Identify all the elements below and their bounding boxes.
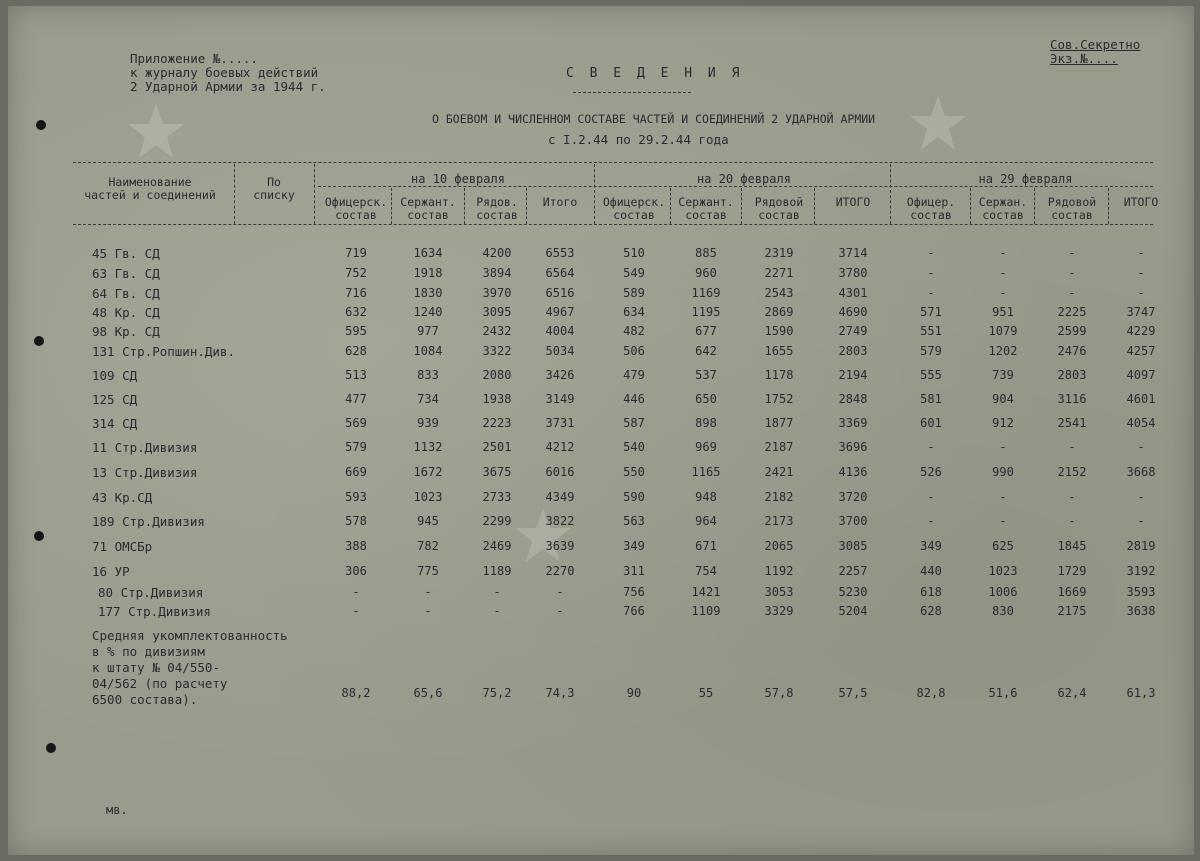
table-cell: 3720 [838, 490, 868, 504]
subcolumn-header: Рядовой состав [754, 195, 804, 222]
table-cell: - [999, 266, 1007, 280]
table-cell: 990 [992, 465, 1014, 479]
table-cell: 3714 [838, 246, 868, 260]
table-cell: 1079 [988, 324, 1018, 338]
table-cell: 4301 [838, 286, 868, 300]
table-cell: 766 [623, 604, 645, 618]
table-cell: 2541 [1057, 416, 1087, 430]
table-cell: 1938 [482, 392, 512, 406]
table-cell: 912 [992, 416, 1014, 430]
table-cell: 1918 [413, 266, 443, 280]
table-cell: 349 [623, 539, 645, 553]
table-cell: - [999, 286, 1007, 300]
table-cell: 579 [920, 344, 942, 358]
table-cell: 1845 [1057, 539, 1087, 553]
table-cell: 5230 [838, 585, 868, 599]
table-cell: 1669 [1057, 585, 1087, 599]
table-cell: 506 [623, 344, 645, 358]
watermark-star-icon [908, 94, 968, 154]
appendix-note: Приложение №..... к журналу боевых действий 2 Ударной Армии за 1944 г. [130, 51, 326, 94]
table-cell: 618 [920, 585, 942, 599]
col-divider [970, 188, 971, 224]
table-cell: 2271 [764, 266, 794, 280]
table-cell: 948 [695, 490, 717, 504]
col-divider [234, 164, 235, 224]
table-cell: 4004 [545, 324, 575, 338]
summary-cell: 82,8 [916, 686, 946, 700]
table-cell: 3668 [1126, 465, 1156, 479]
typist-initials: мв. [106, 803, 128, 817]
table-cell: - [927, 286, 935, 300]
subcolumn-header: Офицер. состав [906, 195, 956, 222]
table-cell: 4200 [482, 246, 512, 260]
subcolumn-header: Итого [542, 195, 578, 209]
table-cell: - [927, 440, 935, 454]
table-cell: 3369 [838, 416, 868, 430]
table-cell: 1084 [413, 344, 443, 358]
table-cell: 2182 [764, 490, 794, 504]
table-cell: 1109 [691, 604, 721, 618]
table-cell: 2733 [482, 490, 512, 504]
col-divider [814, 188, 815, 224]
table-cell: 4212 [545, 440, 575, 454]
table-cell: 2749 [838, 324, 868, 338]
table-cell: - [927, 514, 935, 528]
table-cell: 6516 [545, 286, 575, 300]
table-cell: 628 [920, 604, 942, 618]
document-subtitle: О БОЕВОМ И ЧИСЛЕННОМ СОСТАВЕ ЧАСТЕЙ И СОЕДИНЕНИЙ 2 УДАРНОЙ АРМИИ [432, 112, 876, 126]
subcolumn-header: Сержант. состав [678, 195, 734, 222]
subcolumn-header: Офицерск. состав [324, 195, 388, 222]
table-cell: 3638 [1126, 604, 1156, 618]
table-cell: 479 [623, 368, 645, 382]
table-cell: 540 [623, 440, 645, 454]
table-cell: 833 [417, 368, 439, 382]
row-name: 131 Стр.Ропшин.Див. [92, 344, 235, 359]
group-header-feb10: на 10 февраля [411, 172, 505, 186]
table-cell: 3780 [838, 266, 868, 280]
table-cell: 960 [695, 266, 717, 280]
table-cell: 1202 [988, 344, 1018, 358]
summary-cell: 74,3 [545, 686, 575, 700]
punch-hole [34, 336, 44, 346]
table-cell: 677 [695, 324, 717, 338]
table-cell: 569 [345, 416, 367, 430]
subcolumn-header: Рядовой состав [1047, 195, 1097, 222]
table-cell: 719 [345, 246, 367, 260]
table-cell: 4257 [1126, 344, 1156, 358]
row-name: 63 Гв. СД [92, 266, 160, 281]
table-cell: - [424, 585, 432, 599]
punch-hole [46, 743, 56, 753]
table-cell: 6553 [545, 246, 575, 260]
table-cell: 2432 [482, 324, 512, 338]
row-name: 13 Стр.Дивизия [92, 465, 198, 480]
table-cell: 526 [920, 465, 942, 479]
row-name: 71 ОМСБр [92, 539, 153, 554]
table-cell: 1169 [691, 286, 721, 300]
row-name: 64 Гв. СД [92, 286, 160, 301]
table-cell: - [1068, 246, 1076, 260]
row-name: 189 Стр.Дивизия [92, 514, 205, 529]
table-cell: 3696 [838, 440, 868, 454]
table-cell: 446 [623, 392, 645, 406]
col-divider [464, 188, 465, 224]
table-cell: 2501 [482, 440, 512, 454]
table-cell: - [493, 585, 501, 599]
table-cell: 4054 [1126, 416, 1156, 430]
table-cell: 945 [417, 514, 439, 528]
col-divider [1108, 188, 1109, 224]
table-cell: - [352, 585, 360, 599]
table-cell: 734 [417, 392, 439, 406]
table-cell: 1165 [691, 465, 721, 479]
table-cell: 477 [345, 392, 367, 406]
table-cell: 388 [345, 539, 367, 553]
table-cell: 1189 [482, 564, 512, 578]
table-cell: 1634 [413, 246, 443, 260]
column-header-list: По списку [253, 175, 295, 202]
row-name: 314 СД [92, 416, 138, 431]
table-cell: 628 [345, 344, 367, 358]
table-cell: 2299 [482, 514, 512, 528]
table-cell: - [999, 440, 1007, 454]
table-cell: 2319 [764, 246, 794, 260]
table-cell: 578 [345, 514, 367, 528]
table-cell: 752 [345, 266, 367, 280]
table-cell: 642 [695, 344, 717, 358]
table-cell: 1421 [691, 585, 721, 599]
table-cell: 3675 [482, 465, 512, 479]
table-cell: 2803 [1057, 368, 1087, 382]
col-divider [314, 164, 315, 224]
table-cell: 440 [920, 564, 942, 578]
table-cell: - [1137, 490, 1145, 504]
table-cell: 3593 [1126, 585, 1156, 599]
table-cell: - [1068, 286, 1076, 300]
subcolumn-header: Офицерск. состав [602, 195, 666, 222]
table-cell: 754 [695, 564, 717, 578]
table-cell: 513 [345, 368, 367, 382]
table-cell: - [1137, 286, 1145, 300]
punch-hole [34, 531, 44, 541]
table-cell: 549 [623, 266, 645, 280]
col-divider [741, 188, 742, 224]
table-cell: 885 [695, 246, 717, 260]
table-cell: 6564 [545, 266, 575, 280]
table-cell: 951 [992, 305, 1014, 319]
table-cell: - [1137, 440, 1145, 454]
table-cell: 579 [345, 440, 367, 454]
table-cell: 6016 [545, 465, 575, 479]
table-cell: 1006 [988, 585, 1018, 599]
table-cell: 2225 [1057, 305, 1087, 319]
table-cell: 2257 [838, 564, 868, 578]
table-cell: 581 [920, 392, 942, 406]
table-cell: 5204 [838, 604, 868, 618]
table-cell: 306 [345, 564, 367, 578]
row-name: 45 Гв. СД [92, 246, 160, 261]
table-cell: 2223 [482, 416, 512, 430]
table-cell: - [352, 604, 360, 618]
table-cell: 2080 [482, 368, 512, 382]
table-cell: 1192 [764, 564, 794, 578]
row-name: 177 Стр.Дивизия [98, 604, 211, 619]
col-divider [670, 188, 671, 224]
table-cell: 904 [992, 392, 1014, 406]
table-cell: 2270 [545, 564, 575, 578]
table-cell: - [424, 604, 432, 618]
table-cell: 2187 [764, 440, 794, 454]
table-cell: 555 [920, 368, 942, 382]
table-cell: 589 [623, 286, 645, 300]
table-cell: 3731 [545, 416, 575, 430]
table-cell: 2819 [1126, 539, 1156, 553]
table-cell: - [493, 604, 501, 618]
table-cell: - [999, 514, 1007, 528]
table-cell: 2173 [764, 514, 794, 528]
subcolumn-header: Сержан. состав [978, 195, 1028, 222]
table-cell: 349 [920, 539, 942, 553]
table-cell: - [1137, 266, 1145, 280]
table-cell: 671 [695, 539, 717, 553]
table-cell: - [927, 266, 935, 280]
table-cell: 3095 [482, 305, 512, 319]
table-cell: 3085 [838, 539, 868, 553]
table-cell: 1195 [691, 305, 721, 319]
summary-cell: 90 [626, 686, 642, 700]
table-cell: 595 [345, 324, 367, 338]
summary-cell: 61,3 [1126, 686, 1156, 700]
document-sheet [8, 6, 1194, 855]
subcolumn-header: ИТОГО [835, 195, 871, 209]
summary-cell: 62,4 [1057, 686, 1087, 700]
row-name: 48 Кр. СД [92, 305, 160, 320]
table-cell: 898 [695, 416, 717, 430]
col-divider [1034, 188, 1035, 224]
table-cell: - [927, 246, 935, 260]
row-name: 98 Кр. СД [92, 324, 160, 339]
table-cell: 311 [623, 564, 645, 578]
table-cell: 3426 [545, 368, 575, 382]
table-cell: 830 [992, 604, 1014, 618]
table-cell: 632 [345, 305, 367, 319]
table-cell: 3322 [482, 344, 512, 358]
row-name: 16 УР [92, 564, 130, 579]
table-cell: 2065 [764, 539, 794, 553]
table-cell: - [927, 490, 935, 504]
table-cell: - [1068, 490, 1076, 504]
table-cell: 1132 [413, 440, 443, 454]
subcolumn-header: ИТОГО [1123, 195, 1159, 209]
table-header-bottom-rule [73, 224, 1153, 225]
table-cell: - [556, 585, 564, 599]
summary-label: Средняя укомплектованность в % по дивизиям к штату № 04/550- 04/562 (по расчету 6500 состава). [92, 628, 288, 707]
table-cell: 2152 [1057, 465, 1087, 479]
table-cell: 587 [623, 416, 645, 430]
title-underline [573, 92, 691, 93]
table-cell: 4967 [545, 305, 575, 319]
table-cell: 4229 [1126, 324, 1156, 338]
row-name: 11 Стр.Дивизия [92, 440, 198, 455]
table-cell: 593 [345, 490, 367, 504]
table-cell: 1672 [413, 465, 443, 479]
table-cell: 2469 [482, 539, 512, 553]
table-cell: 2848 [838, 392, 868, 406]
table-cell: 977 [417, 324, 439, 338]
table-cell: 1178 [764, 368, 794, 382]
table-cell: 2803 [838, 344, 868, 358]
table-cell: 2599 [1057, 324, 1087, 338]
table-cell: 590 [623, 490, 645, 504]
table-cell: 3329 [764, 604, 794, 618]
col-divider [594, 164, 595, 224]
watermark-star-icon [126, 102, 186, 162]
table-cell: 634 [623, 305, 645, 319]
row-name: 125 СД [92, 392, 138, 407]
table-cell: 1023 [413, 490, 443, 504]
col-divider [391, 188, 392, 224]
table-cell: 551 [920, 324, 942, 338]
summary-cell: 88,2 [341, 686, 371, 700]
table-cell: - [1137, 246, 1145, 260]
row-name: 43 Кр.СД [92, 490, 153, 505]
table-cell: 650 [695, 392, 717, 406]
document-period: с I.2.44 по 29.2.44 года [548, 132, 729, 147]
subcolumn-header: Сержант. состав [400, 195, 456, 222]
table-cell: 1877 [764, 416, 794, 430]
table-cell: 3747 [1126, 305, 1156, 319]
table-cell: 5034 [545, 344, 575, 358]
document-title: С В Е Д Е Н И Я [566, 66, 744, 81]
table-cell: 1590 [764, 324, 794, 338]
table-cell: 601 [920, 416, 942, 430]
table-cell: 3053 [764, 585, 794, 599]
table-cell: 625 [992, 539, 1014, 553]
table-cell: 537 [695, 368, 717, 382]
group-rule [318, 186, 1153, 187]
table-cell: 782 [417, 539, 439, 553]
table-cell: 1655 [764, 344, 794, 358]
table-cell: 775 [417, 564, 439, 578]
table-cell: 756 [623, 585, 645, 599]
table-cell: 4349 [545, 490, 575, 504]
table-cell: 4097 [1126, 368, 1156, 382]
summary-cell: 65,6 [413, 686, 443, 700]
table-cell: 1023 [988, 564, 1018, 578]
table-cell: 3639 [545, 539, 575, 553]
punch-hole [36, 120, 46, 130]
table-cell: 482 [623, 324, 645, 338]
table-cell: 1729 [1057, 564, 1087, 578]
table-cell: - [1068, 514, 1076, 528]
table-cell: - [1137, 514, 1145, 528]
table-cell: 4690 [838, 305, 868, 319]
table-cell: 510 [623, 246, 645, 260]
table-top-rule [73, 162, 1153, 163]
table-cell: 3822 [545, 514, 575, 528]
row-name: 80 Стр.Дивизия [98, 585, 204, 600]
table-cell: 4136 [838, 465, 868, 479]
table-cell: 2476 [1057, 344, 1087, 358]
table-cell: 3700 [838, 514, 868, 528]
table-cell: 939 [417, 416, 439, 430]
table-cell: 669 [345, 465, 367, 479]
column-header-name: Наименование частей и соединений [84, 175, 216, 202]
col-divider [890, 164, 891, 224]
table-cell: 3970 [482, 286, 512, 300]
table-cell: 1752 [764, 392, 794, 406]
table-cell: 563 [623, 514, 645, 528]
table-cell: - [556, 604, 564, 618]
summary-cell: 51,6 [988, 686, 1018, 700]
table-cell: 3149 [545, 392, 575, 406]
table-cell: 2543 [764, 286, 794, 300]
group-header-feb29: на 29 февраля [978, 172, 1073, 186]
table-cell: - [1068, 266, 1076, 280]
summary-cell: 57,5 [838, 686, 868, 700]
table-cell: - [999, 490, 1007, 504]
summary-cell: 57,8 [764, 686, 794, 700]
table-cell: 571 [920, 305, 942, 319]
table-cell: 1240 [413, 305, 443, 319]
table-cell: 4601 [1126, 392, 1156, 406]
table-cell: 969 [695, 440, 717, 454]
table-cell: 3116 [1057, 392, 1087, 406]
secrecy-stamp: Сов.Секретно Экз.№.... [1050, 37, 1141, 66]
table-cell: 2175 [1057, 604, 1087, 618]
table-cell: - [1068, 440, 1076, 454]
summary-cell: 55 [698, 686, 714, 700]
table-cell: - [999, 246, 1007, 260]
table-cell: 964 [695, 514, 717, 528]
table-cell: 1830 [413, 286, 443, 300]
table-cell: 2194 [838, 368, 868, 382]
table-cell: 2421 [764, 465, 794, 479]
subcolumn-header: Рядов. состав [476, 195, 518, 222]
table-cell: 3192 [1126, 564, 1156, 578]
table-cell: 550 [623, 465, 645, 479]
summary-cell: 75,2 [482, 686, 512, 700]
table-cell: 3894 [482, 266, 512, 280]
table-cell: 739 [992, 368, 1014, 382]
row-name: 109 СД [92, 368, 138, 383]
group-header-feb20: на 20 февраля [697, 172, 791, 186]
table-cell: 2869 [764, 305, 794, 319]
table-cell: 716 [345, 286, 367, 300]
